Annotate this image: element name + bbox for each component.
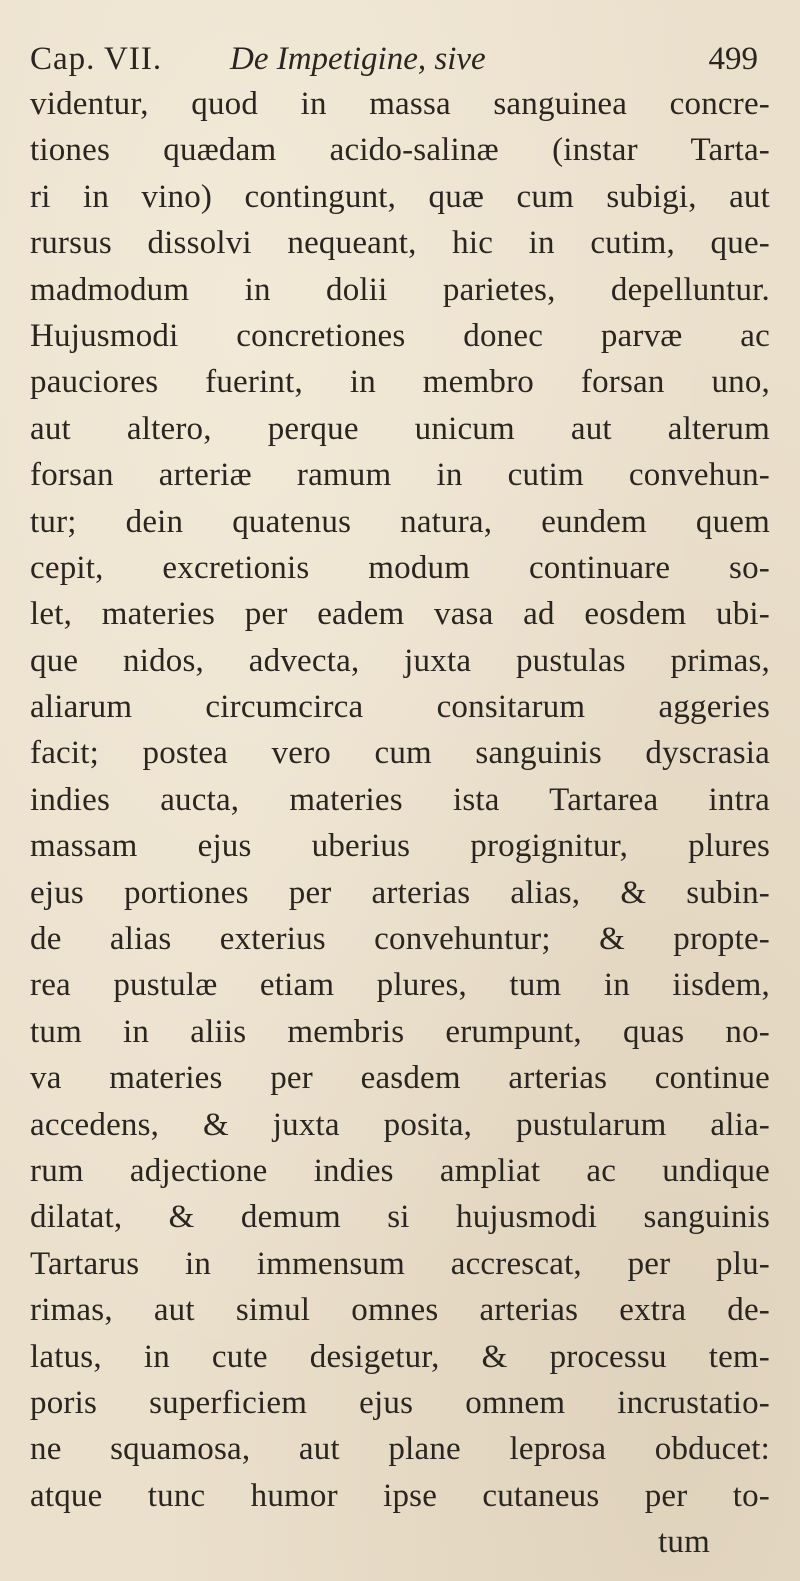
text-line: rimas, aut simul omnes arterias extra de- — [30, 1292, 770, 1329]
chapter-label: Cap. VII. — [30, 41, 163, 77]
text-line: tum in aliis membris erumpunt, quas no- — [30, 1013, 770, 1050]
text-line: Tartarus in immensum accrescat, per plu- — [30, 1245, 770, 1282]
text-line: ejus portiones per arterias alias, & subin- — [30, 874, 770, 911]
text-line: poris superficiem ejus omnem incrustatio- — [30, 1384, 770, 1421]
catchword: tum — [658, 1524, 710, 1561]
body-text — [30, 81, 770, 1566]
page-number: 499 — [708, 41, 758, 77]
text-line: videntur, quod in massa sanguinea concre- — [30, 86, 770, 122]
text-line: va materies per easdem arterias continue — [30, 1060, 770, 1097]
text-line: rea pustulæ etiam plures, tum in iisdem, — [30, 967, 770, 1004]
text-line: tiones quædam acido-salinæ (instar Tarta- — [30, 132, 770, 169]
text-line: ne squamosa, aut plane leprosa obducet: — [30, 1431, 770, 1468]
text-line: tur; dein quatenus natura, eundem quem — [30, 503, 770, 540]
text-line: rum adjectione indies ampliat ac undique — [30, 1152, 770, 1189]
running-header — [30, 34, 770, 84]
text-line: rursus dissolvi nequeant, hic in cutim, que- — [30, 225, 770, 262]
text-line: de alias exterius convehuntur; & propte- — [30, 921, 770, 958]
running-title: De Impetigine, sive — [230, 41, 486, 77]
text-line: massam ejus uberius progignitur, plures — [30, 828, 770, 865]
text-line: ri in vino) contingunt, quæ cum subigi, aut — [30, 178, 770, 215]
text-line: dilatat, & demum si hujusmodi sanguinis — [30, 1199, 770, 1236]
text-line: latus, in cute desigetur, & processu tem- — [30, 1338, 770, 1375]
text-line: que nidos, advecta, juxta pustulas primas, — [30, 642, 770, 679]
text-line: aliarum circumcirca consitarum aggeries — [30, 689, 770, 726]
text-line: facit; postea vero cum sanguinis dyscrasia — [30, 735, 770, 772]
text-line: let, materies per eadem vasa ad eosdem ubi- — [30, 596, 770, 633]
text-line: madmodum in dolii parietes, depelluntur. — [30, 271, 770, 308]
text-line: pauciores fuerint, in membro forsan uno, — [30, 364, 770, 401]
text-line: Hujusmodi concretiones donec parvæ ac — [30, 317, 770, 354]
text-line: accedens, & juxta posita, pustularum alia- — [30, 1106, 770, 1143]
text-line: indies aucta, materies ista Tartarea intra — [30, 781, 770, 818]
text-line: atque tunc humor ipse cutaneus per to- — [30, 1477, 770, 1514]
text-line: cepit, excretionis modum continuare so- — [30, 549, 770, 586]
text-line: aut altero, perque unicum aut alterum — [30, 410, 770, 447]
text-line: forsan arteriæ ramum in cutim convehun- — [30, 457, 770, 494]
